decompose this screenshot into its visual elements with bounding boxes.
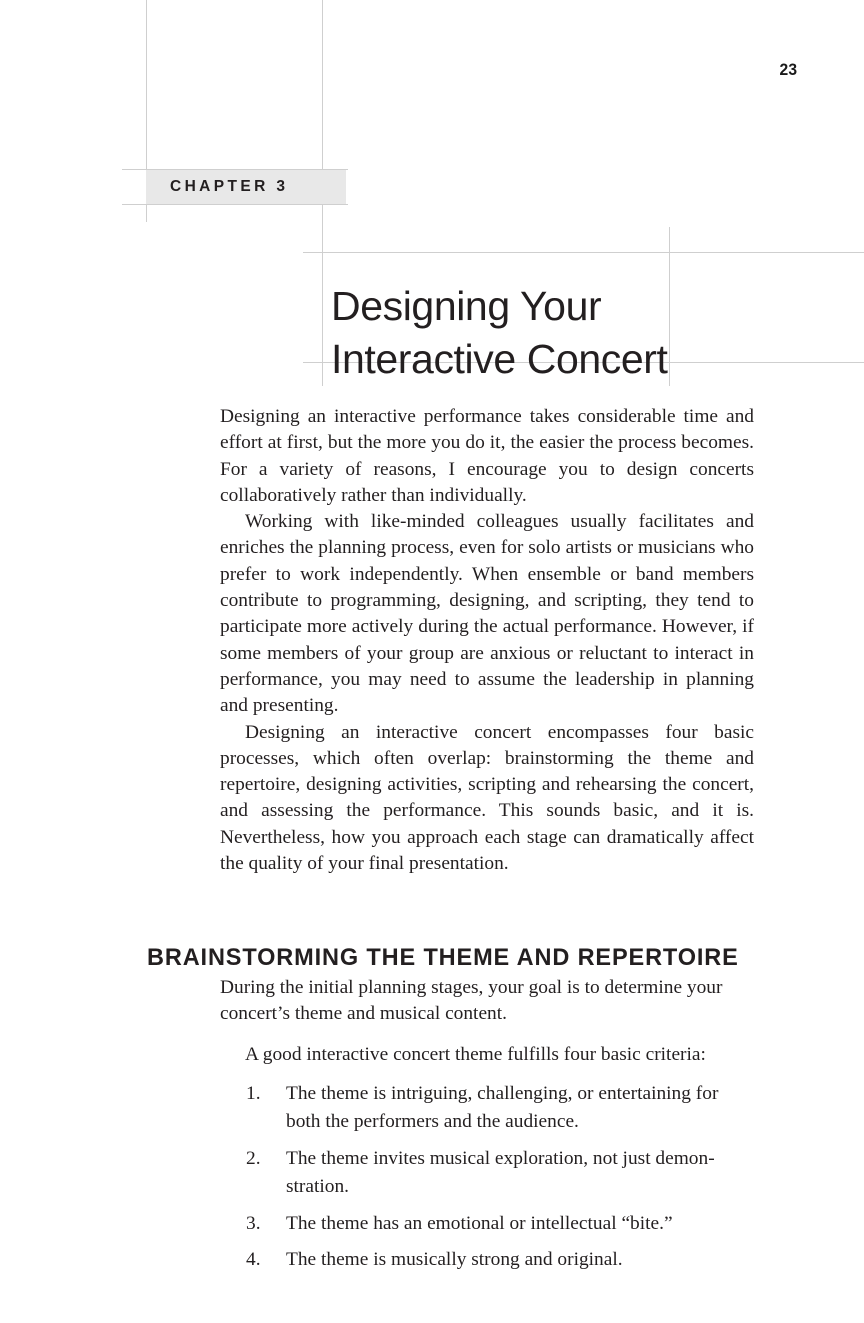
page-number: 23 (779, 60, 797, 79)
list-item (220, 1246, 754, 1275)
criteria-intro: A good interactive concert theme fulfills four basic criteria: (245, 1043, 706, 1065)
grid-rule-horizontal-title-top (303, 252, 864, 253)
chapter-tag-label: CHAPTER 3 (170, 178, 289, 195)
body-column-upper (220, 404, 754, 877)
body-paragraph-1: Designing an interactive performance takes considerable time and effort at first, but the more you do it, the easier the process becomes. For a variety of reasons, I encourage you to design concerts collaboratively rather than individually. (220, 406, 754, 506)
criteria-list (220, 1080, 754, 1275)
chapter-title-line-1: Designing Your (331, 283, 602, 330)
section-heading: BRAINSTORMING THE THEME AND REPERTOIRE (147, 944, 739, 972)
list-item (220, 1145, 754, 1202)
list-item (220, 1210, 754, 1239)
list-item (220, 1080, 754, 1137)
chapter-tag (146, 170, 346, 204)
body-paragraph-2: Working with like-minded colleagues usually facilitates and enriches the planning process, even for solo artists or musicians who prefer to work independently. When ensemble or band members contribute to programming, designing, and scripting, they tend to participate more actively during the actual performance. However, if some members of your group are anxious or reluctant to interact in performance, you may need to assume the leadership in planning and presenting. (220, 511, 754, 717)
body-column-lower (220, 975, 754, 1283)
list-item-text: The theme invites musical exploration, not just demon-stration. (286, 1147, 715, 1198)
list-item-number: 4. (246, 1249, 261, 1271)
chapter-title-line-2: Interactive Concert (331, 336, 668, 383)
list-item-number: 1. (246, 1082, 261, 1104)
list-item-text: The theme is intriguing, challenging, or entertaining for both the performers and the audience. (286, 1082, 719, 1133)
list-item-text: The theme is musically strong and original. (286, 1249, 623, 1271)
grid-rule-horizontal-tag-bottom (122, 204, 348, 205)
chapter-title (331, 280, 751, 386)
list-item-number: 2. (246, 1147, 261, 1169)
list-item-text: The theme has an emotional or intellectual “bite.” (286, 1212, 673, 1234)
list-item-number: 3. (246, 1212, 261, 1234)
section-paragraph-1: During the initial planning stages, your goal is to determine your concert’s theme and musical content. (220, 977, 723, 1025)
body-paragraph-3: Designing an interactive concert encompasses four basic processes, which often overlap: brainstorming the theme and repertoire, designing activities, scripting and rehearsing the concert, and assessing the performance. This sounds basic, and it is. Nevertheless, how you approach each stage can dramatically affect the quality of your final presentation. (220, 721, 754, 875)
